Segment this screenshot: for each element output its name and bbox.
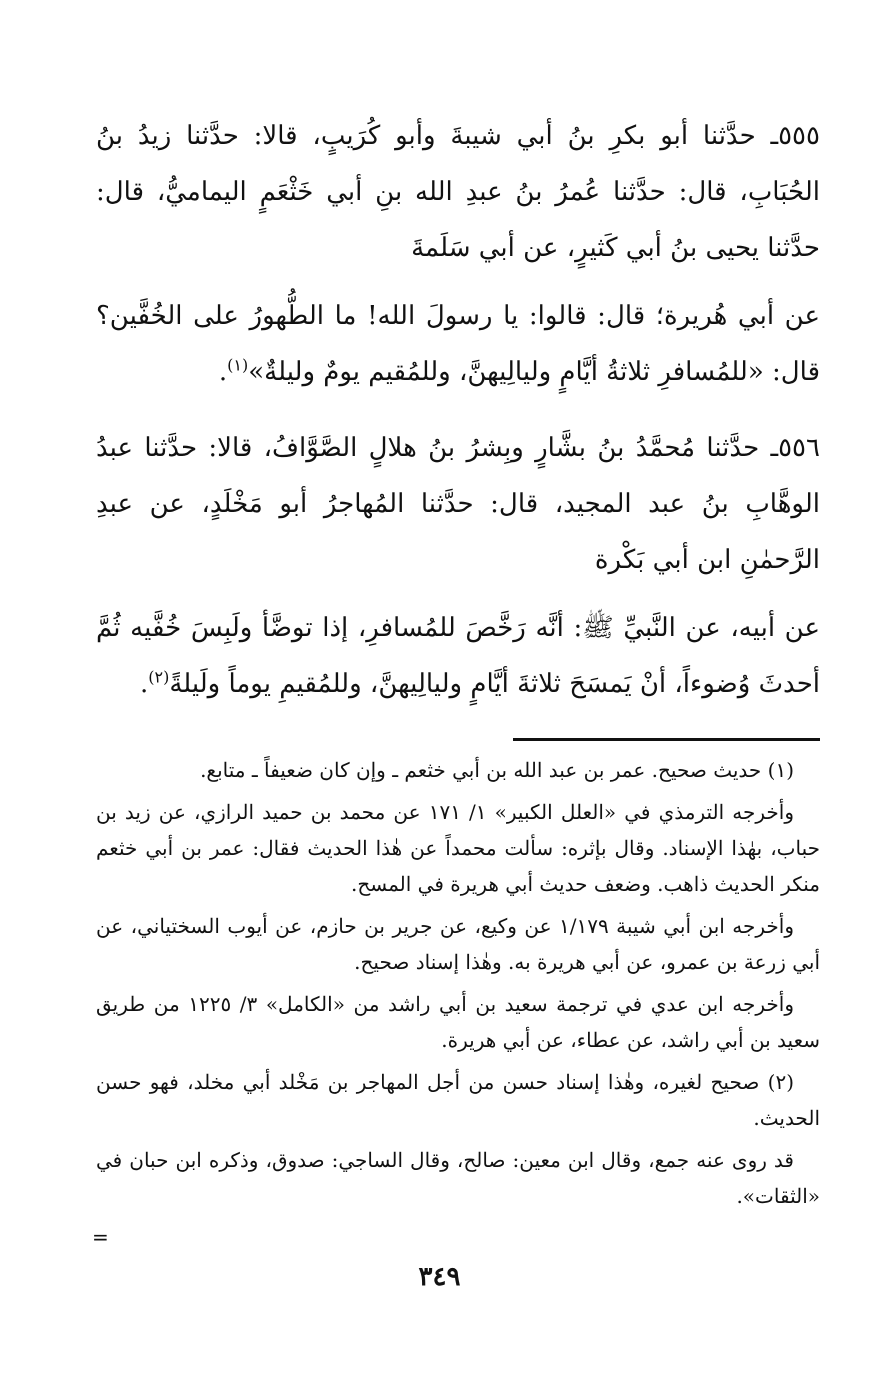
hadith-555-end: . <box>218 357 228 387</box>
footnote-paragraph: وأخرجه الترمذي في «العلل الكبير» ١/ ١٧١ عن محمد بن حميد الرازي، عن زيد بن حباب، بهٰذا الإسناد. وقال بإثره: سألت محمداً عن هٰذا الحديث فقال: عمر بن أبي خثعم منكر الحديث ذاهب. وضعف حديث أبي هريرة في المسح. <box>96 800 820 896</box>
footnote-ref-2: (٢) <box>148 667 170 687</box>
hadith-556-isnad <box>96 420 820 588</box>
footnote-paragraph: (١) حديث صحيح. عمر بن عبد الله بن أبي خثعم ـ وإن كان ضعيفاً ـ متابع. <box>200 758 794 782</box>
footnote-ref-1: (١) <box>227 355 249 375</box>
footnote-paragraph: وأخرجه ابن أبي شيبة ١/١٧٩ عن وكيع، عن جرير بن حازم، عن أيوب السختياني، عن أبي زرعة بن عمرو، عن أبي هريرة به. وهٰذا إسناد صحيح. <box>96 914 820 974</box>
hadith-555-matn-text: عن أبي هُريرة؛ قال: قالوا: يا رسولَ الله! ما الطُّهورُ على الخُفَّين؟ قال: «للمُسافرِ ثلاثةُ أيَّامٍ وليالِيهنَّ، وللمُقيم يومٌ وليلةٌ» <box>96 301 820 387</box>
hadith-556-matn-text: عن أبيه، عن النَّبيِّ ﷺ: أنَّه رَخَّصَ للمُسافرِ، إذا توضَّأ ولَبِسَ خُفَّيه ثُمَّ أحدثَ وُضوءاً، أنْ يَمسَحَ ثلاثةَ أيَّامٍ وليالِيهنَّ، وللمُقيمِ يوماً ولَيلةً <box>96 613 820 699</box>
hadith-555-isnad <box>96 108 820 276</box>
page-number: ٣٤٩ <box>418 1262 461 1292</box>
footnote-paragraph: وأخرجه ابن عدي في ترجمة سعيد بن أبي راشد من «الكامل» ٣/ ١٢٢٥ من طريق سعيد بن أبي راشد، عن عطاء، عن أبي هريرة. <box>96 992 820 1052</box>
hadith-556-end: . <box>139 669 149 699</box>
continuation-mark: = <box>92 1225 109 1249</box>
main-text-area <box>96 108 820 732</box>
footnote-divider <box>513 738 820 741</box>
hadith-555-isnad-text: ٥٥٥ـ حدَّثنا أبو بكرِ بنُ أبي شيبةَ وأبو كُرَيبٍ، قالا: حدَّثنا زيدُ بنُ الحُبَابِ، قال: حدَّثنا عُمرُ بنُ عبدِ الله بنِ أبي خَثْعَمٍ اليماميُّ، قال: حدَّثنا يحيى بنُ أبي كَثيرٍ، عن أبي سَلَمةَ <box>96 121 820 263</box>
footnote-paragraph: (٢) صحيح لغيره، وهٰذا إسناد حسن من أجل المهاجر بن مَخْلد أبي مخلد، فهو حسن الحديث. <box>96 1070 820 1130</box>
footnote-paragraph: قد روى عنه جمع، وقال ابن معين: صالح، وقال الساجي: صدوق، وذكره ابن حبان في «الثقات». <box>96 1148 820 1208</box>
footnotes-section <box>96 752 820 1220</box>
hadith-555-matn <box>96 288 820 400</box>
hadith-556-isnad-text: ٥٥٦ـ حدَّثنا مُحمَّدُ بنُ بشَّارٍ وبِشرُ بنُ هلالٍ الصَّوَّافُ، قالا: حدَّثنا عبدُ الوهَّابِ بنُ عبد المجيد، قال: حدَّثنا المُهاجرُ أبو مَخْلَدٍ، عن عبدِ الرَّحمٰنِ ابن أبي بَكْرة <box>96 433 820 575</box>
hadith-556-matn <box>96 600 820 712</box>
